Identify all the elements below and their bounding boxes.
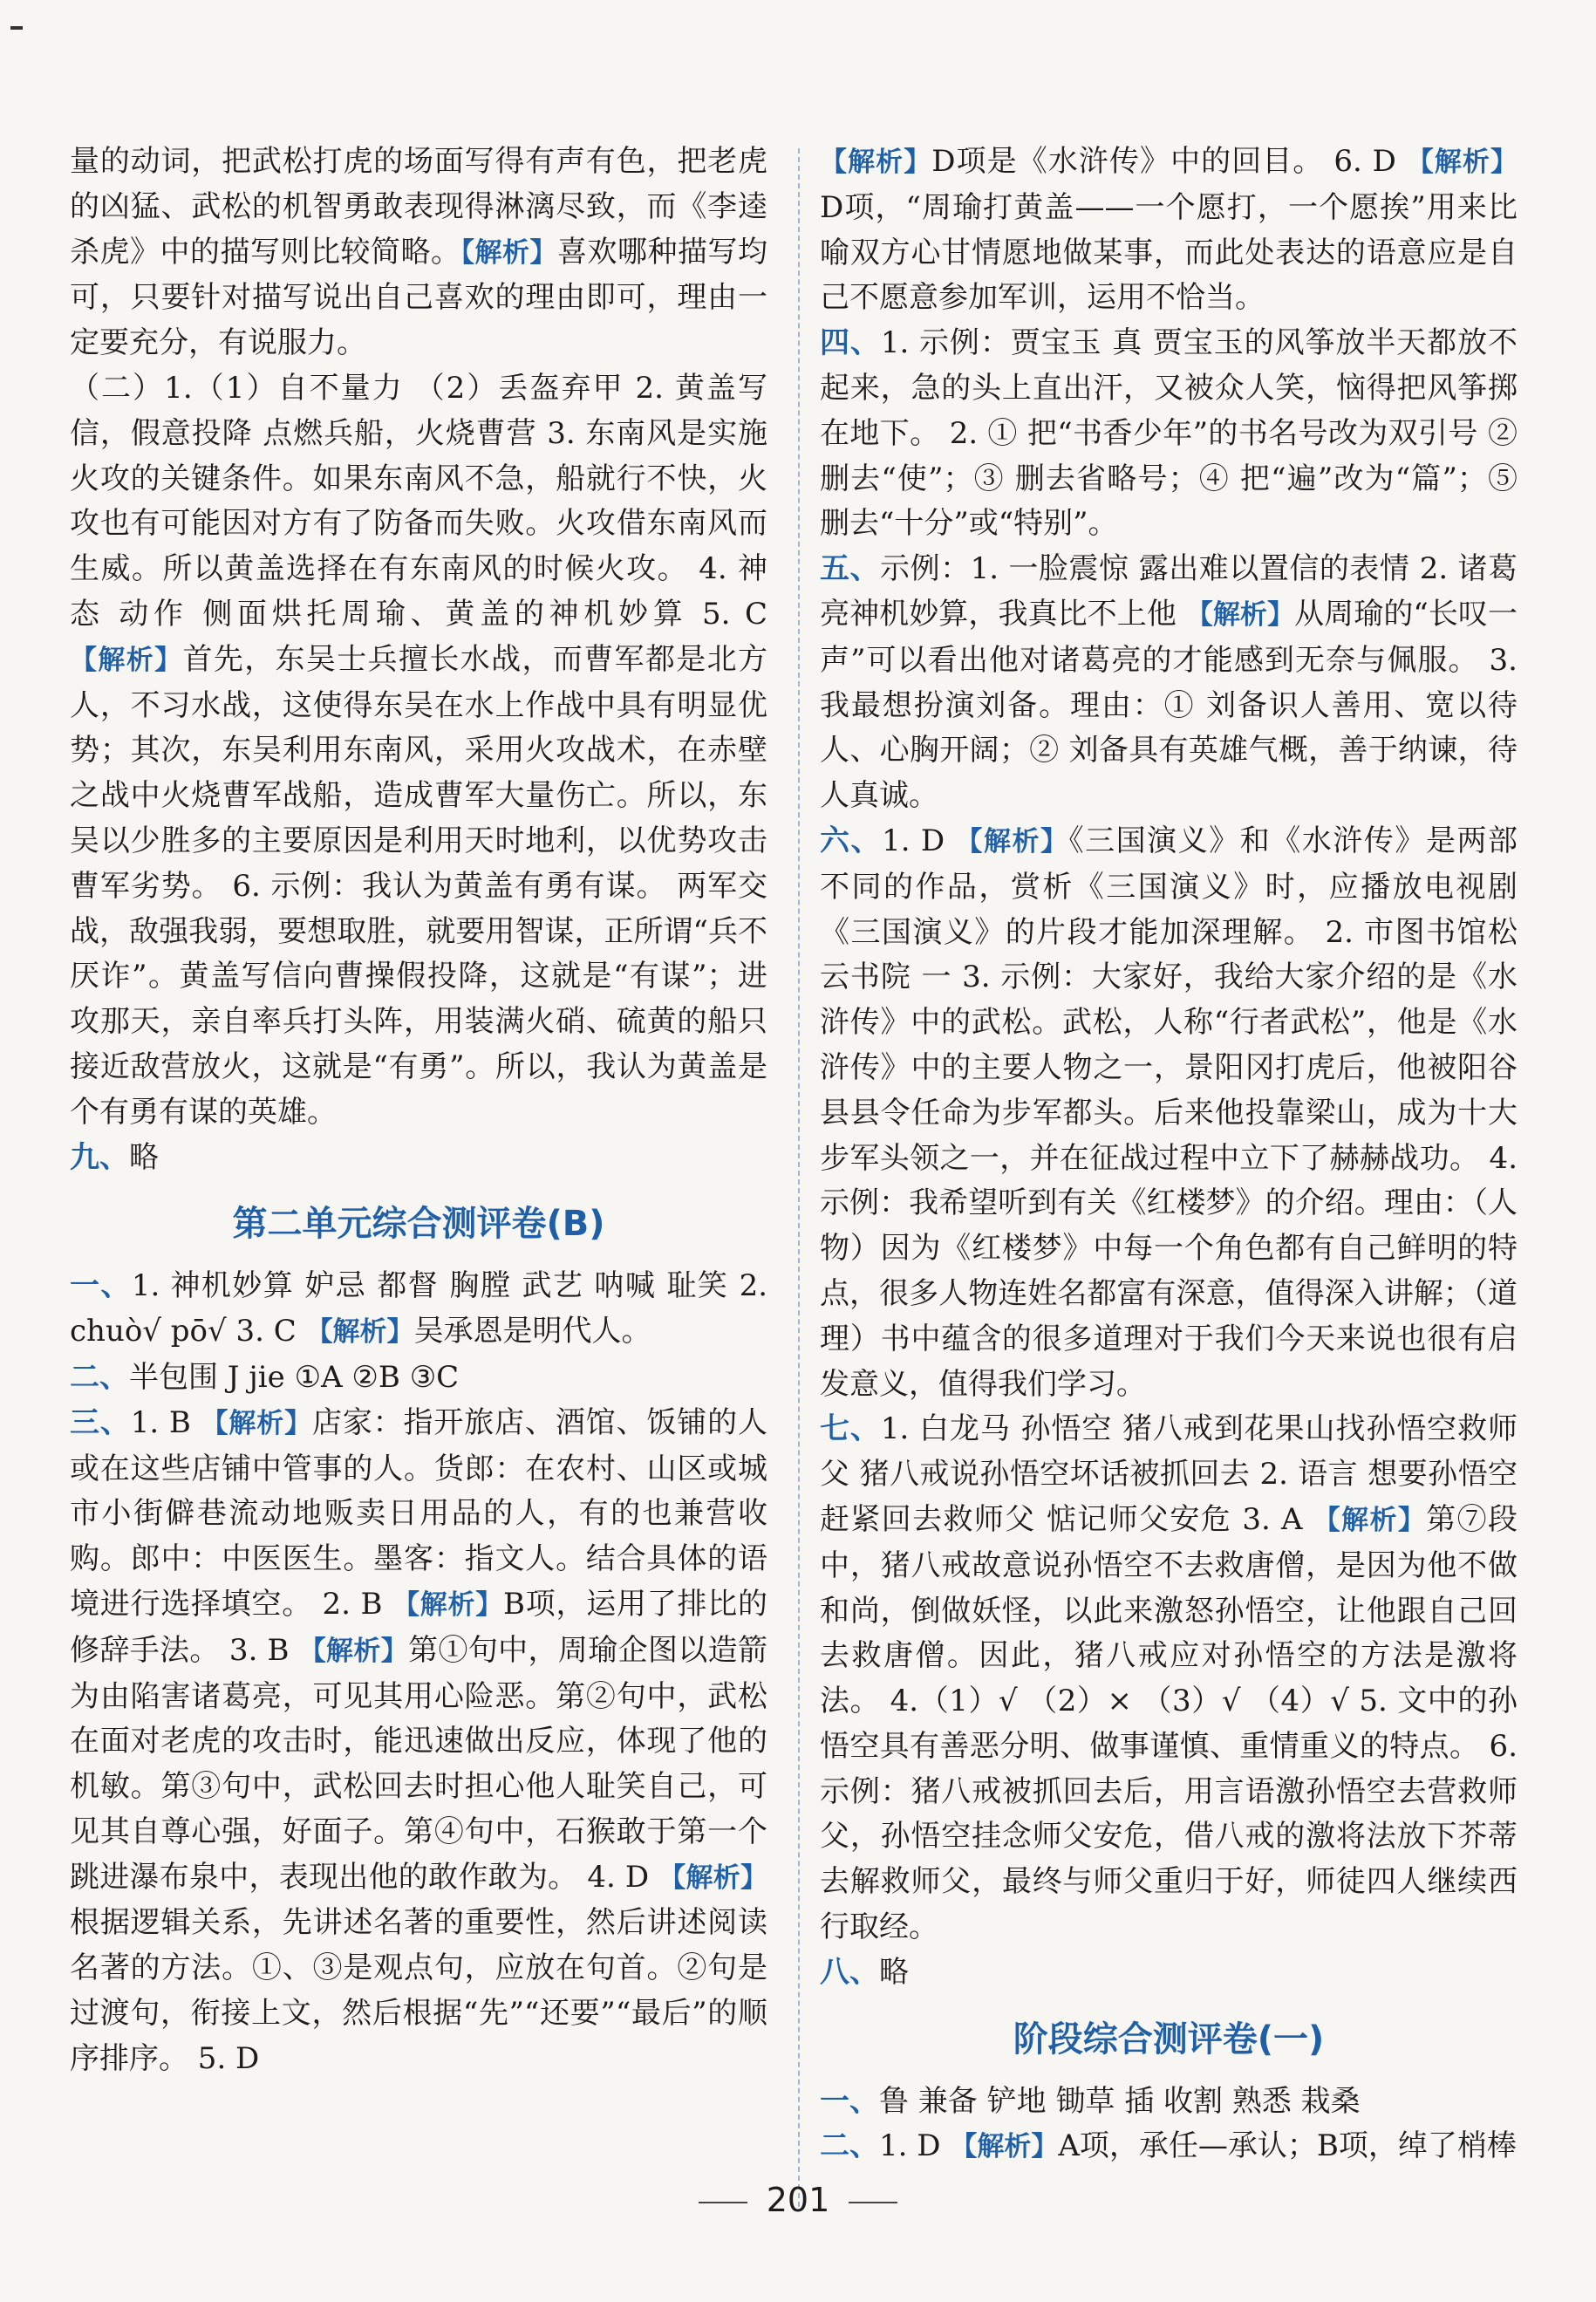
section-heading: 第二单元综合测评卷(B) — [232, 1204, 605, 1245]
section-five: 五、示例：1. 一脸震惊 露出难以置信的表情 2. 诸葛亮神机妙算，我真比不上他 【解析】从周瑜的“长叹一声”可以看出他对诸葛亮的才能感到无奈与佩服。 3. 我最想扮演刘备。理由：① 刘备识人善用、宽以待人、心胸开阔；② 刘备具有英雄气概，善于纳谏，待人真诚。 — [820, 551, 1518, 814]
section-four: 四、1. 示例：贾宝玉 真 贾宝玉的风筝放半天都放不起来，急的头上直出汗，又被众人笑，恼得把风筝掷在地下。 2. ① 把“书香少年”的书名号改为双引号 ② 删去“使”；③ 删去省略号；④ 把“遍”改为“篇”；⑤ 删去“十分”或“特别”。 — [820, 325, 1518, 542]
answer-paragraph: 【解析】D项是《水浒传》中的回目。 6. D 【解析】D项，“周瑜打黄盖——一个愿打，一个愿挨”用来比喻双方心甘情愿地做某事，而此处表达的语意应是自己不愿意参加军训，运用不恰当。 — [820, 144, 1518, 316]
section-nine: 九、略 — [70, 1139, 159, 1175]
section-heading: 阶段综合测评卷(一) — [1013, 2019, 1325, 2060]
section-one: 一、1. 神机妙算 妒忌 都督 胸膛 武艺 呐喊 耻笑 2. chuò√ pō√ 3. C 【解析】吴承恩是明代人。 — [70, 1268, 768, 1349]
section-two: 二、半包围 J jie ①A ②B ③C — [70, 1359, 460, 1395]
column-divider — [798, 148, 800, 2207]
page-number: 201 — [0, 2181, 1596, 2219]
section-one: 一、鲁 兼备 铲地 锄草 插 收割 熟悉 栽桑 — [820, 2083, 1361, 2119]
left-column — [70, 140, 767, 2082]
right-column — [820, 140, 1518, 2170]
answer-paragraph: 量的动词，把武松打虎的场面写得有声有色，把老虎的凶猛、武松的机智勇敢表现得淋漓尽致，而《李逵杀虎》中的描写则比较简略。【解析】喜欢哪种描写均可，只要针对描写说出自己喜欢的理由即可，理由一定要充分，有说服力。 — [70, 144, 767, 361]
section-seven: 七、1. 白龙马 孙悟空 猪八戒到花果山找孙悟空救师父 猪八戒说孙悟空坏话被抓回去 2. 语言 想要孙悟空赶紧回去救师父 惦记师父安危 3. A 【解析】第⑦段中，猪八戒故意说孙悟空不去救唐僧，是因为他不做和尚，倒做妖怪，以此来激怒孙悟空，让他跟自己回去救唐僧。因此，猪八戒应对孙悟空的方法是激将法。 4.（1）√ （2）× （3）√ （4）√ 5. 文中的孙悟空具有善恶分明、做事谨慎、重情重义的特点。 6. 示例：猪八戒被抓回去后，用言语激孙悟空去营救师父，孙悟空挂念师父安危，借八戒的激将法放下芥蒂去解救师父，最终与师父重归于好，师徒四人继续西行取经。 — [820, 1411, 1518, 1945]
section-three: 三、1. B 【解析】店家：指开旅店、酒馆、饭铺的人或在这些店铺中管事的人。货郎：在农村、山区或城市小街僻巷流动地贩卖日用品的人，有的也兼营收购。郎中：中医医生。墨客：指文人。结合具体的语境进行选择填空。 2. B 【解析】B项，运用了排比的修辞手法。 3. B 【解析】第①句中，周瑜企图以造箭为由陷害诸葛亮，可见其用心险恶。第②句中，武松在面对老虎的攻击时，能迅速做出反应，体现了他的机敏。第③句中，武松回去时担心他人耻笑自己，可见其自尊心强，好面子。第④句中，石猴敢于第一个跳进瀑布泉中，表现出他的敢作敢为。 4. D 【解析】根据逻辑关系，先讲述名著的重要性，然后讲述阅读名著的方法。①、③是观点句，应放在句首。②句是过渡句，衔接上文，然后根据“先”“还要”“最后”的顺序排序。 5. D — [70, 1404, 768, 2076]
answer-paragraph: （二）1.（1）自不量力 （2）丢盔弃甲 2. 黄盖写信，假意投降 点燃兵船，火烧曹营 3. 东南风是实施火攻的关键条件。如果东南风不急，船就行不快，火攻也有可能因对方有了防备而失败。火攻借东南风而生威。所以黄盖选择在有东南风的时候火攻。 4. 神态 动作 侧面烘托周瑜、黄盖的神机妙算 5. C 【解析】首先，东吴士兵擅长水战，而曹军都是北方人，不习水战，这使得东吴在水上作战中具有明显优势；其次，东吴利用东南风，采用火攻战术，在赤壁之战中火烧曹军战船，造成曹军大量伤亡。所以，东吴以少胜多的主要原因是利用天时地利，以优势攻击曹军劣势。 6. 示例：我认为黄盖有勇有谋。 两军交战，敌强我弱，要想取胜，就要用智谋，正所谓“兵不厌诈”。黄盖写信向曹操假投降，这就是“有谋”；进攻那天，亲自率兵打头阵，用装满火硝、硫黄的船只接近敌营放火，这就是“有勇”。所以，我认为黄盖是个有勇有谋的英雄。 — [70, 370, 768, 1130]
section-two: 二、1. D 【解析】A项，承任—承认；B项，绰了梢棒 — [820, 2128, 1517, 2164]
section-six: 六、1. D 【解析】《三国演义》和《水浒传》是两部不同的作品，赏析《三国演义》时，应播放电视剧《三国演义》的片段才能加深理解。 2. 市图书馆松云书院 一 3. 示例：大家好，我给大家介绍的是《水浒传》中的武松。武松，人称“行者武松”，他是《水浒传》中的主要人物之一，景阳冈打虎后，他被阳谷县县令任命为步军都头。后来他投靠梁山，成为十大步军头领之一，并在征战过程中立下了赫赫战功。 4. 示例：我希望听到有关《红楼梦》的介绍。理由：（人物）因为《红楼梦》中每一个角色都有自己鲜明的特点，很多人物连姓名都富有深意，值得深入讲解；（道理）书中蕴含的很多道理对于我们今天来说也很有启发意义，值得我们学习。 — [820, 823, 1518, 1402]
section-eight: 八、略 — [820, 1954, 909, 1990]
corner-mark — [10, 26, 23, 30]
